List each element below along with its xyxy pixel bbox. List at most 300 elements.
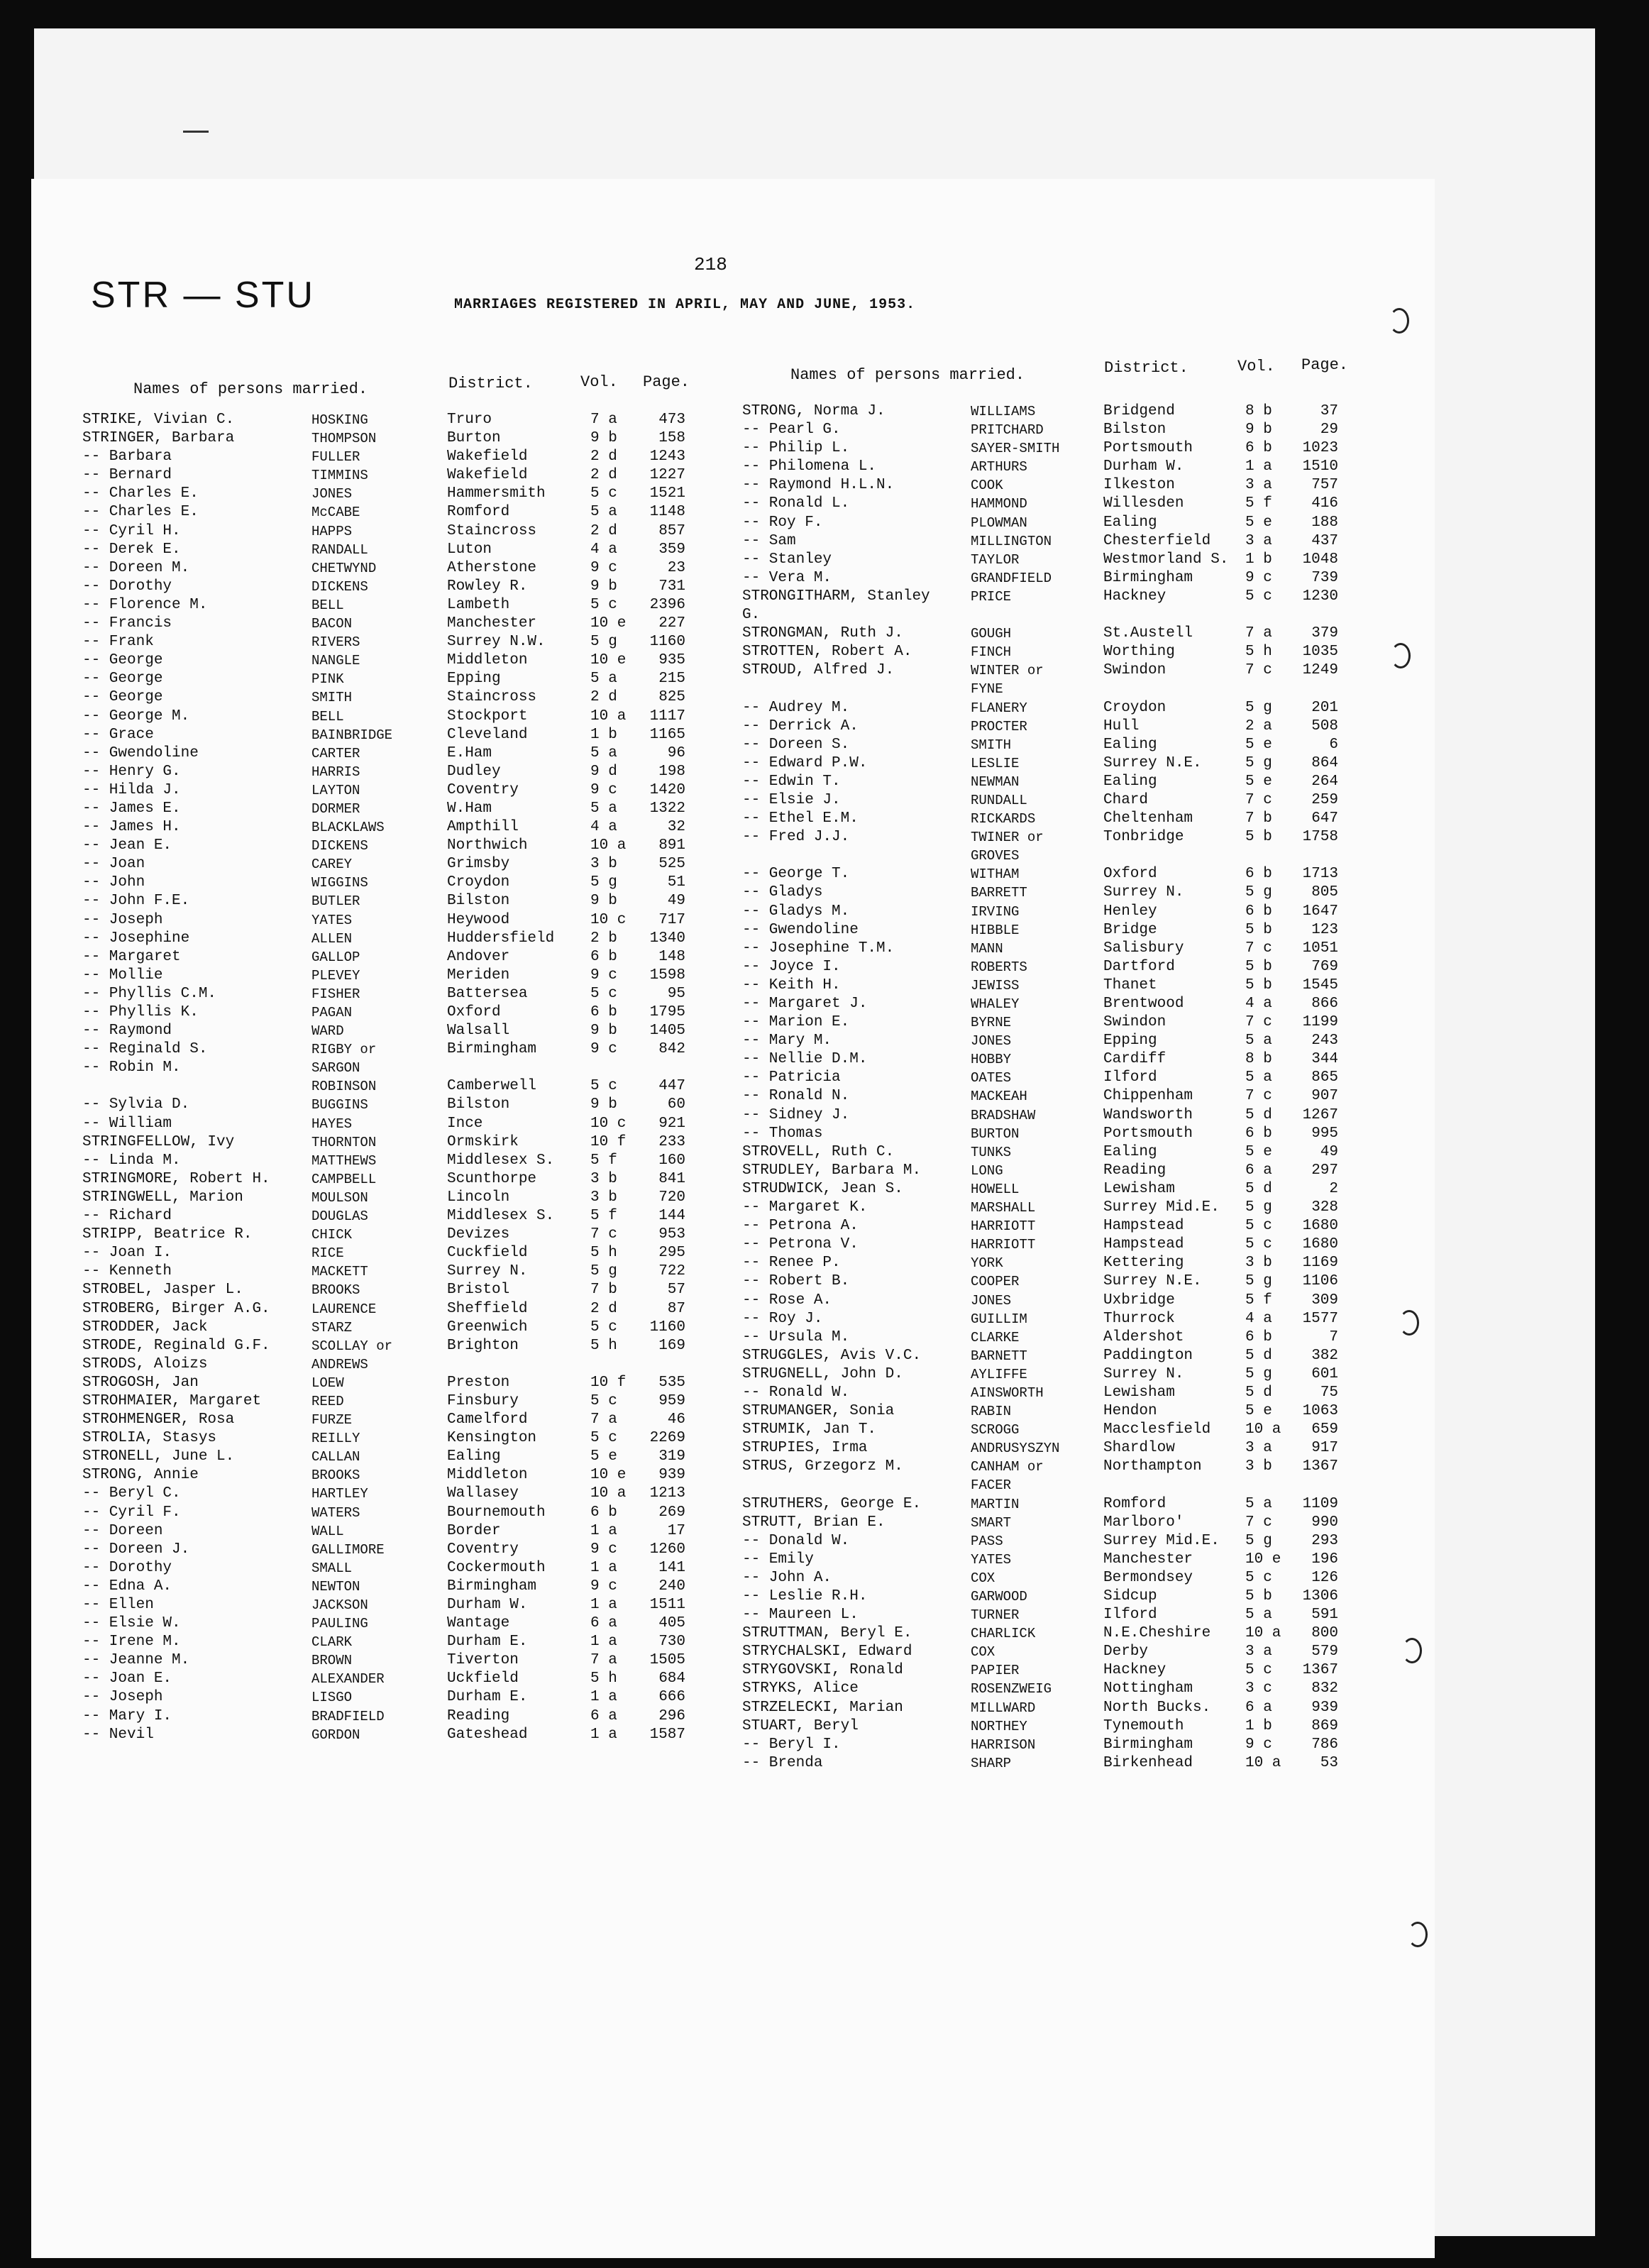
register-entry <box>82 1152 693 1170</box>
entry-name: -- Gwendoline <box>742 921 859 938</box>
entry-district: Wakefield <box>447 467 528 484</box>
entry-spouse-surname: BLACKLAWS <box>311 820 385 836</box>
entry-volume: 6 a <box>1245 1162 1272 1179</box>
entry-district: Ilford <box>1103 1069 1157 1086</box>
entry-spouse-surname: GARWOOD <box>971 1589 1027 1604</box>
entry-page: 295 <box>658 1245 685 1262</box>
entry-spouse-surname: BELL <box>311 708 344 725</box>
entry-district: Middlesex S. <box>447 1152 555 1169</box>
register-entry <box>82 1485 693 1503</box>
entry-district: Tynemouth <box>1103 1717 1184 1734</box>
entry-name: STROGOSH, Jan <box>82 1374 199 1391</box>
entry-page: 866 <box>1311 996 1338 1012</box>
entry-page: 864 <box>1311 754 1338 771</box>
entry-page: 1160 <box>649 1319 685 1336</box>
register-entry <box>742 1272 1345 1291</box>
register-entry <box>82 688 693 707</box>
register-entry <box>82 1374 693 1392</box>
entry-district: Brighton <box>447 1337 519 1354</box>
entry-volume: 5 g <box>1245 1199 1272 1216</box>
entry-name: STRUDWICK, Jean S. <box>742 1180 903 1197</box>
entry-name: -- Nellie D.M. <box>742 1051 868 1068</box>
entry-volume: 9 c <box>590 781 617 798</box>
entry-spouse-surname: GROVES <box>971 848 1020 864</box>
entry-page: 757 <box>1311 477 1338 494</box>
entry-spouse-surname: OATES <box>971 1070 1012 1086</box>
entry-page: 508 <box>1311 717 1338 734</box>
entry-name: -- Ursula M. <box>742 1328 850 1345</box>
entry-district: Oxford <box>447 1004 501 1020</box>
entry-volume: 9 c <box>1245 1736 1272 1753</box>
entry-spouse-surname: BROWN <box>311 1653 353 1669</box>
entry-name: -- Beryl C. <box>82 1485 181 1502</box>
register-entry <box>742 1050 1345 1069</box>
entry-name: -- Roy F. <box>742 514 823 531</box>
entry-spouse-surname: COOK <box>971 478 1003 494</box>
register-entry <box>82 1077 693 1096</box>
entry-district: Birmingham <box>447 1578 537 1595</box>
entry-name: -- Sylvia D. <box>82 1096 190 1113</box>
register-entry <box>742 1458 1345 1476</box>
entry-volume: 9 c <box>590 559 617 576</box>
register-entry <box>742 1310 1345 1328</box>
register-entry <box>82 1726 693 1744</box>
entry-spouse-surname: REED <box>311 1393 344 1409</box>
entry-district: Henley <box>1103 903 1157 920</box>
binding-hole <box>1399 1310 1419 1336</box>
left-entries <box>82 411 693 1744</box>
entry-page: 379 <box>1311 625 1338 642</box>
entry-district: Gateshead <box>447 1726 528 1743</box>
entry-volume: 5 e <box>1245 514 1272 531</box>
entry-spouse-surname: LONG <box>971 1162 1003 1179</box>
entry-page: 525 <box>658 856 685 873</box>
register-entry <box>82 522 693 541</box>
entry-volume: 6 b <box>1245 1125 1272 1142</box>
entry-district: Uxbridge <box>1103 1292 1175 1309</box>
entry-name: -- Joyce I. <box>742 958 841 975</box>
entry-volume: 9 b <box>590 1023 617 1040</box>
entry-district: Cardiff <box>1103 1051 1167 1068</box>
left-header-vol: Vol. <box>580 373 618 391</box>
entry-name: -- Margaret <box>82 948 181 965</box>
entry-name: -- Dorothy <box>82 1559 172 1576</box>
entry-page: 1109 <box>1302 1495 1338 1512</box>
entry-spouse-surname: FLANERY <box>971 700 1027 716</box>
entry-page: 75 <box>1320 1384 1338 1401</box>
entry-name: -- Bernard <box>82 467 172 484</box>
entry-name: STRUTHERS, George E. <box>742 1495 922 1512</box>
entry-spouse-surname: HOSKING <box>311 412 368 428</box>
entry-district: Surrey N.E. <box>1103 1273 1202 1290</box>
entry-volume: 10 a <box>1245 1625 1281 1642</box>
entry-volume: 9 b <box>590 893 617 910</box>
register-entry <box>82 1392 693 1411</box>
entry-volume: 1 a <box>590 1689 617 1706</box>
entry-district: Ealing <box>447 1448 501 1465</box>
entry-page: 731 <box>658 578 685 595</box>
entry-page: 921 <box>658 1115 685 1132</box>
entry-spouse-surname: FINCH <box>971 644 1012 661</box>
entry-volume: 5 c <box>1245 1218 1272 1235</box>
entry-volume: 7 c <box>590 1226 617 1243</box>
register-entry <box>82 1355 693 1374</box>
binding-hole <box>1389 308 1409 334</box>
entry-district: Surrey N. <box>1103 884 1184 901</box>
entry-volume: 9 b <box>590 1096 617 1113</box>
entry-name: STRYKS, Alice <box>742 1680 859 1697</box>
entry-district: Northwich <box>447 837 528 854</box>
entry-district: Nottingham <box>1103 1680 1193 1697</box>
entry-district: Wakefield <box>447 448 528 466</box>
entry-name: -- Marion E. <box>742 1014 850 1031</box>
entry-name: -- Phyllis C.M. <box>82 985 217 1002</box>
entry-page: 49 <box>667 893 685 910</box>
entry-volume: 3 b <box>590 856 617 873</box>
entry-volume: 10 a <box>1245 1754 1281 1771</box>
entry-district: N.E.Cheshire <box>1103 1625 1211 1642</box>
entry-name: G. <box>742 607 761 624</box>
entry-spouse-surname: WITHAM <box>971 866 1020 883</box>
register-entry <box>742 736 1345 754</box>
entry-volume: 10 e <box>590 615 627 632</box>
entry-district: Manchester <box>1103 1551 1193 1568</box>
entry-spouse-surname: HAYES <box>311 1116 353 1132</box>
entry-spouse-surname: RUNDALL <box>971 792 1027 808</box>
entry-name: -- John F.E. <box>82 893 190 910</box>
entry-page: 319 <box>658 1448 685 1465</box>
entry-district: Coventry <box>447 781 519 798</box>
entry-page: 1713 <box>1302 866 1338 883</box>
entry-name: -- Francis <box>82 615 172 632</box>
entry-district: Ealing <box>1103 1143 1157 1160</box>
entry-page: 1511 <box>649 1597 685 1613</box>
entry-volume: 5 c <box>590 1078 617 1095</box>
entry-page: 123 <box>1311 921 1338 938</box>
entry-page: 95 <box>667 985 685 1002</box>
entry-spouse-surname: MATTHEWS <box>311 1152 377 1169</box>
entry-district: Ince <box>447 1115 483 1132</box>
entry-district: Bilston <box>1103 422 1167 439</box>
binding-hole <box>1408 1922 1428 1947</box>
entry-name: -- Vera M. <box>742 569 832 586</box>
entry-district: Epping <box>447 671 501 688</box>
entry-name: -- Richard <box>82 1208 172 1225</box>
entry-page: 1367 <box>1302 1662 1338 1679</box>
entry-volume: 5 f <box>590 1152 617 1169</box>
entry-page: 2396 <box>649 596 685 613</box>
register-entry <box>82 633 693 651</box>
entry-page: 995 <box>1311 1125 1338 1142</box>
entry-name: STRODE, Reginald G.F. <box>82 1337 270 1354</box>
entry-page: 1306 <box>1302 1588 1338 1604</box>
entry-volume: 3 c <box>1245 1680 1272 1697</box>
entry-district: Coventry <box>447 1541 519 1558</box>
entry-name: -- Phyllis K. <box>82 1004 199 1020</box>
left-header-page: Page. <box>643 373 690 391</box>
entry-district: Westmorland S. <box>1103 551 1229 568</box>
entry-district: Derby <box>1103 1644 1149 1661</box>
right-header-district: District. <box>1104 359 1189 377</box>
entry-page: 51 <box>667 874 685 891</box>
entry-spouse-surname: RIGBY or <box>311 1042 377 1058</box>
entry-page: 46 <box>667 1411 685 1428</box>
entry-spouse-surname: WHALEY <box>971 996 1020 1012</box>
entry-name: STRODDER, Jack <box>82 1319 208 1336</box>
entry-name: -- Edward P.W. <box>742 754 868 771</box>
entry-volume: 5 g <box>590 874 617 891</box>
entry-page: 259 <box>1311 791 1338 808</box>
entry-spouse-surname: SCOLLAY or <box>311 1338 393 1354</box>
entry-page: 939 <box>1311 1699 1338 1716</box>
entry-district: Meriden <box>447 967 510 984</box>
entry-page: 666 <box>658 1689 685 1706</box>
entry-district: Bermondsey <box>1103 1569 1193 1586</box>
entry-volume: 2 d <box>590 689 617 706</box>
entry-district: Birmingham <box>1103 1736 1193 1753</box>
register-entry <box>82 800 693 818</box>
entry-name: -- John A. <box>742 1569 832 1586</box>
entry-page: 857 <box>658 522 685 539</box>
entry-spouse-surname: GALLIMORE <box>311 1541 385 1558</box>
entry-page: 227 <box>658 615 685 632</box>
register-entry <box>742 439 1345 458</box>
entry-spouse-surname: CHICK <box>311 1227 353 1243</box>
entry-spouse-surname: SAYER-SMITH <box>971 441 1060 457</box>
register-entry <box>742 828 1345 847</box>
entry-district: Border <box>447 1522 501 1539</box>
entry-page: 1405 <box>649 1023 685 1040</box>
entry-district: Lincoln <box>447 1189 510 1206</box>
entry-name: STRINGMORE, Robert H. <box>82 1170 270 1187</box>
register-entry <box>82 1003 693 1022</box>
entry-spouse-surname: HAPPS <box>311 523 353 539</box>
entry-spouse-surname: TIMMINS <box>311 468 368 484</box>
entry-spouse-surname: PAPIER <box>971 1663 1020 1679</box>
entry-name: STRZELECKI, Marian <box>742 1699 903 1716</box>
entry-district: Preston <box>447 1374 510 1391</box>
entry-page: 825 <box>658 689 685 706</box>
register-entry <box>742 458 1345 476</box>
entry-volume: 3 b <box>590 1189 617 1206</box>
register-entry <box>742 1106 1345 1125</box>
entry-volume: 5 c <box>590 1430 617 1447</box>
entry-district: Birmingham <box>1103 569 1193 586</box>
entry-district: Lambeth <box>447 596 510 613</box>
entry-spouse-surname: HOBBY <box>971 1052 1012 1068</box>
entry-spouse-surname: NORTHEY <box>971 1718 1027 1734</box>
entry-volume: 5 c <box>590 596 617 613</box>
register-entry <box>742 606 1345 624</box>
entry-volume: 5 e <box>1245 736 1272 753</box>
entry-volume: 5 h <box>590 1670 617 1688</box>
register-entry <box>82 1670 693 1688</box>
entry-page: 647 <box>1311 810 1338 827</box>
entry-spouse-surname: BROOKS <box>311 1468 360 1484</box>
entry-volume: 5 a <box>590 800 617 817</box>
register-entry <box>742 1569 1345 1587</box>
entry-name: -- Raymond H.L.N. <box>742 477 895 494</box>
entry-district: Dartford <box>1103 958 1175 975</box>
register-entry <box>82 1281 693 1299</box>
entry-district: Tonbridge <box>1103 829 1184 846</box>
entry-district: Staincross <box>447 522 537 539</box>
entry-spouse-surname: RANDALL <box>311 541 368 558</box>
register-entry <box>82 541 693 559</box>
entry-spouse-surname: CLARK <box>311 1634 353 1651</box>
entry-page: 296 <box>658 1707 685 1724</box>
entry-spouse-surname: GALLOP <box>311 949 360 965</box>
entry-volume: 3 a <box>1245 477 1272 494</box>
entry-volume: 5 g <box>1245 1365 1272 1382</box>
entry-district: Croydon <box>447 874 510 891</box>
entry-spouse-surname: HARTLEY <box>311 1486 368 1502</box>
entry-name: -- Philomena L. <box>742 458 877 475</box>
entry-volume: 10 a <box>590 837 627 854</box>
entry-district: Ilford <box>1103 1607 1157 1624</box>
entry-volume: 5 h <box>590 1245 617 1262</box>
entry-district: Bilston <box>447 1096 510 1113</box>
index-range: STR — STU <box>91 275 315 316</box>
entry-district: Cockermouth <box>447 1559 546 1576</box>
entry-district: Macclesfield <box>1103 1421 1211 1438</box>
entry-spouse-surname: ROBINSON <box>311 1079 377 1095</box>
entry-name: STRONGITHARM, Stanley <box>742 588 930 605</box>
entry-spouse-surname: YATES <box>311 912 353 928</box>
register-entry <box>82 1411 693 1429</box>
entry-spouse-surname: WARD <box>311 1023 344 1040</box>
entry-page: 717 <box>658 911 685 928</box>
register-entry <box>82 1707 693 1726</box>
entry-name: -- Joseph <box>82 1689 163 1706</box>
register-entry <box>82 559 693 578</box>
entry-volume: 5 g <box>1245 1273 1272 1290</box>
entry-name: -- George M. <box>82 708 190 725</box>
entry-page: 49 <box>1320 1143 1338 1160</box>
entry-district: Kettering <box>1103 1255 1184 1272</box>
entry-volume: 6 b <box>590 948 617 965</box>
entry-district: Marlboro' <box>1103 1514 1184 1531</box>
entry-district: Oxford <box>1103 866 1157 883</box>
entry-page: 87 <box>667 1300 685 1317</box>
entry-name: -- Derek E. <box>82 541 181 558</box>
entry-district: Romford <box>1103 1495 1167 1512</box>
entry-name: -- Mollie <box>82 967 163 984</box>
entry-volume: 3 a <box>1245 1644 1272 1661</box>
entry-name: -- Irene M. <box>82 1634 181 1651</box>
entry-name: -- Edna A. <box>82 1578 172 1595</box>
entry-page: 1106 <box>1302 1273 1338 1290</box>
entry-district: Manchester <box>447 615 537 632</box>
entry-spouse-surname: ALEXANDER <box>311 1671 385 1688</box>
entry-spouse-surname: CLARKE <box>971 1329 1020 1345</box>
register-entry <box>742 754 1345 773</box>
register-entry <box>742 1736 1345 1754</box>
entry-district: Wantage <box>447 1615 510 1632</box>
entry-volume: 5 c <box>1245 1662 1272 1679</box>
register-entry <box>742 1514 1345 1532</box>
entry-spouse-surname: HAMMOND <box>971 496 1027 512</box>
entry-name: -- Renee P. <box>742 1255 841 1272</box>
entry-name: -- Robert B. <box>742 1273 850 1290</box>
entry-page: 684 <box>658 1670 685 1688</box>
entry-district: Surrey N.W. <box>447 634 546 651</box>
entry-district: Hendon <box>1103 1403 1157 1420</box>
entry-volume: 10 e <box>1245 1551 1281 1568</box>
entry-name: -- Nevil <box>82 1726 154 1743</box>
entry-page: 1420 <box>649 781 685 798</box>
entry-spouse-surname: BUTLER <box>311 893 360 910</box>
entry-name: STRIPP, Beatrice R. <box>82 1226 253 1243</box>
entry-name: -- Florence M. <box>82 596 208 613</box>
entry-district: Middlesex S. <box>447 1208 555 1225</box>
entry-spouse-surname: McCABE <box>311 505 360 521</box>
entry-spouse-surname: REILLY <box>311 1431 360 1447</box>
register-entry <box>742 1125 1345 1143</box>
entry-district: Camberwell <box>447 1078 537 1095</box>
entry-name: -- Joseph <box>82 911 163 928</box>
entry-spouse-surname: PRITCHARD <box>971 422 1044 439</box>
entry-name: -- Philip L. <box>742 440 850 457</box>
entry-volume: 5 d <box>1245 1347 1272 1364</box>
entry-page: 1505 <box>649 1652 685 1669</box>
entry-volume: 7 c <box>1245 1014 1272 1031</box>
entry-volume: 9 c <box>590 1578 617 1595</box>
register-entry <box>82 911 693 930</box>
entry-volume: 1 a <box>590 1559 617 1576</box>
entry-volume: 9 b <box>1245 422 1272 439</box>
entry-page: 158 <box>658 430 685 447</box>
register-entry <box>742 1754 1345 1773</box>
entry-district: Uckfield <box>447 1670 519 1688</box>
entry-volume: 5 c <box>590 485 617 502</box>
entry-name: -- Frank <box>82 634 154 651</box>
entry-volume: 5 c <box>590 1319 617 1336</box>
entry-volume: 6 a <box>590 1707 617 1724</box>
entry-volume: 5 a <box>590 744 617 761</box>
entry-spouse-surname: JACKSON <box>311 1597 368 1613</box>
register-entry <box>82 1133 693 1152</box>
entry-spouse-surname: SHARP <box>971 1755 1012 1771</box>
entry-spouse-surname: THORNTON <box>311 1134 377 1150</box>
entry-name: -- Ellen <box>82 1597 154 1613</box>
register-entry <box>742 995 1345 1013</box>
register-entry <box>742 1717 1345 1736</box>
entry-name: -- Gladys <box>742 884 823 901</box>
register-entry <box>82 466 693 485</box>
entry-name: -- Cyril F. <box>82 1504 181 1521</box>
register-entry <box>82 1596 693 1614</box>
entry-page: 309 <box>1311 1292 1338 1309</box>
register-entry <box>742 588 1345 606</box>
entry-district: Devizes <box>447 1226 510 1243</box>
entry-district: Portsmouth <box>1103 1125 1193 1142</box>
entry-spouse-surname: WINTER or <box>971 663 1044 679</box>
entry-page: 1598 <box>649 967 685 984</box>
entry-district: Salisbury <box>1103 940 1184 957</box>
entry-volume: 2 d <box>590 1300 617 1317</box>
entry-name: STROHMAIER, Margaret <box>82 1392 262 1409</box>
register-entry <box>742 1680 1345 1698</box>
register-entry <box>82 503 693 522</box>
register-entry <box>82 1022 693 1040</box>
right-header-page: Page. <box>1301 356 1349 374</box>
register-entry <box>82 485 693 503</box>
entry-page: 1322 <box>649 800 685 817</box>
register-entry <box>742 1347 1345 1365</box>
entry-page: 1758 <box>1302 829 1338 846</box>
register-entry <box>82 670 693 688</box>
